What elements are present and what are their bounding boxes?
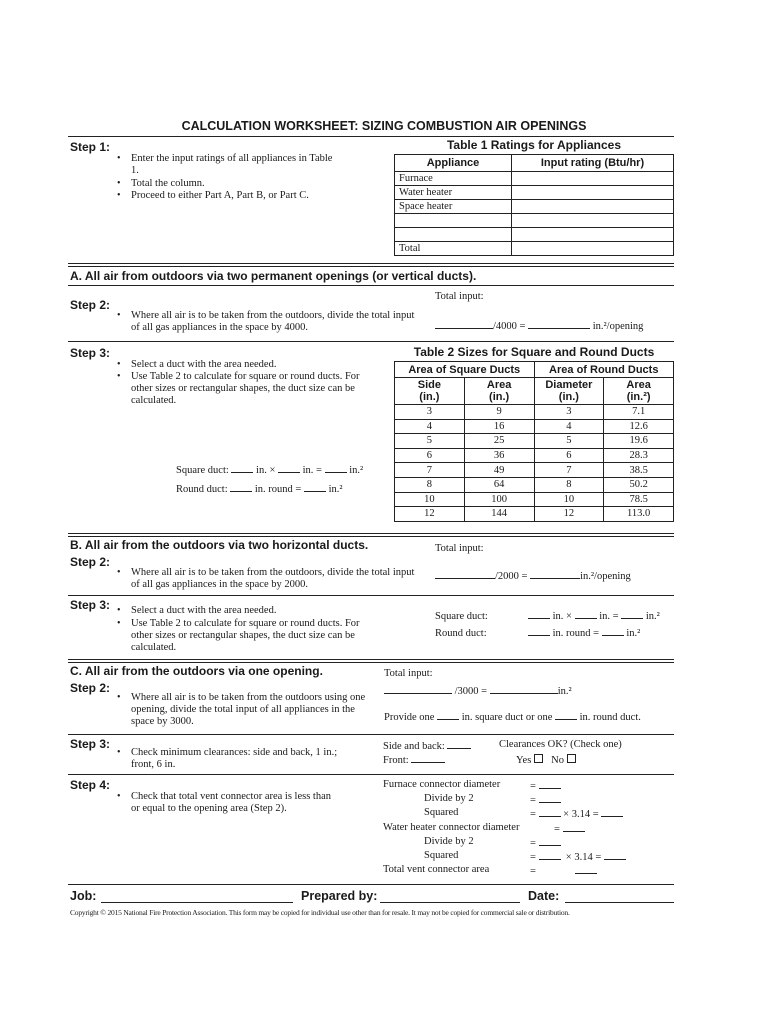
partB-step2-label: Step 2: [70, 555, 111, 569]
title-rule [68, 136, 674, 137]
partC-provide-line: Provide one in. square duct or one in. round duct. [384, 712, 641, 723]
table-row: 3 9 3 7.1 [395, 405, 674, 420]
partC-total-input-label: Total input: [384, 668, 433, 679]
step1-label: Step 1: [70, 140, 111, 154]
table-row: Space heater [395, 200, 674, 214]
partB-step3-bullet-1: • Select a duct with the area needed. [117, 605, 277, 616]
water-squared-value: = × 3.14 = [530, 850, 626, 864]
water-diameter-value: = [554, 822, 585, 836]
step1-bullet-1: • Enter the input ratings of all appliances in Table 1. [117, 153, 333, 176]
partB-step2-formula: /2000 = in.²/opening [435, 569, 631, 583]
table2-subheader: Diameter (in.) [534, 378, 604, 405]
table-row [395, 214, 674, 228]
partA-total-input-label: Total input: [435, 291, 484, 302]
table-row [395, 228, 674, 242]
partC-clearances-question: Clearances OK? (Check one) [499, 739, 622, 750]
total-input-blank[interactable] [435, 319, 493, 329]
table1-input-cell[interactable] [512, 172, 674, 186]
partA-step2-formula: /4000 = in.²/opening [435, 319, 643, 333]
section-rule [68, 341, 674, 342]
job-field[interactable] [101, 902, 293, 903]
furnace-diameter-value: = [530, 779, 561, 793]
section-divider [68, 533, 674, 537]
section-rule [68, 595, 674, 596]
partC-step2-bullet: • Where all air is to be taken from the outdoors using one opening, divide the total input of all appliances in the space by 3000. [117, 692, 366, 727]
partA-rule [68, 285, 674, 286]
area-blank[interactable] [528, 319, 590, 329]
partA-square-duct-line: Square duct: in. × in. = in.² [176, 465, 364, 476]
table-row: 7 49 7 38.5 [395, 463, 674, 478]
partA-step3-bullet-1: • Select a duct with the area needed. [117, 359, 277, 370]
table-row: 8 64 8 50.2 [395, 477, 674, 492]
partB-heading: B. All air from the outdoors via two horizontal ducts. [70, 538, 369, 552]
section-divider [68, 659, 674, 663]
partA-step3-label: Step 3: [70, 346, 111, 360]
partA-step2-bullet: • Where all air is to be taken from the outdoors, divide the total input of all gas appliances in the space by 4000. [117, 310, 415, 333]
partB-step3-bullet-2: • Use Table 2 to calculate for square or round ducts. For other sizes or rectangular shapes, the duct size can be calculated. [117, 618, 360, 653]
partA-step2-label: Step 2: [70, 298, 111, 312]
date-label: Date: [528, 889, 560, 903]
table2-caption: Table 2 Sizes for Square and Round Ducts [413, 345, 655, 359]
section-rule [68, 734, 674, 735]
partC-step3-label: Step 3: [70, 737, 111, 751]
partC-side-back-line: Side and back: [383, 739, 471, 753]
table-row: 5 25 5 19.6 [395, 434, 674, 449]
partC-yes-no: Yes No [516, 754, 576, 767]
table-row: 6 36 6 28.3 [395, 448, 674, 463]
table1-input-cell[interactable] [512, 186, 674, 200]
table2-subheader: Side (in.) [395, 378, 465, 405]
prepared-by-label: Prepared by: [301, 889, 378, 903]
copyright: Copyright © 2015 National Fire Protection Association. This form may be copied for individual use other than for resale. It may not be copied for commercial sale or distribution. [70, 908, 570, 917]
table1-input-cell[interactable] [512, 200, 674, 214]
furnace-squared-value: = × 3.14 = [530, 807, 623, 821]
total-vent-value: = [530, 864, 597, 878]
section-rule [68, 774, 674, 775]
date-field[interactable] [565, 902, 674, 903]
partB-total-input-label: Total input: [435, 543, 484, 554]
partC-heading: C. All air from the outdoors via one opening. [70, 664, 323, 678]
table2-subheader: Area (in.²) [604, 378, 674, 405]
partB-square-duct-label: Square duct: [435, 611, 488, 622]
partC-step4-bullet: • Check that total vent connector area is less than or equal to the opening area (Step 2). [117, 791, 332, 814]
table-row: 10 100 10 78.5 [395, 492, 674, 507]
furnace-squared-label: Squared [424, 807, 459, 818]
table1-header-input: Input rating (Btu/hr) [512, 155, 674, 172]
table2-subheader: Area (in.) [464, 378, 534, 405]
partA-step3-bullet-2: • Use Table 2 to calculate for square or round ducts. For other sizes or rectangular shapes, the duct size can be calculated. [117, 371, 360, 406]
no-checkbox[interactable] [567, 754, 576, 763]
table-row: Water heater [395, 186, 674, 200]
partB-square-duct-formula: in. × in. = in.² [528, 609, 660, 623]
partA-round-duct-line: Round duct: in. round = in.² [176, 484, 343, 495]
water-squared-label: Squared [424, 850, 459, 861]
partC-step3-bullet: • Check minimum clearances: side and back, 1 in.; front, 6 in. [117, 747, 338, 770]
furnace-divide-label: Divide by 2 [424, 793, 474, 804]
table1-caption: Table 1 Ratings for Appliances [446, 138, 622, 152]
water-diameter-label: Water heater connector diameter [383, 822, 520, 833]
table1-input-cell[interactable] [512, 214, 674, 228]
table1-header-appliance: Appliance [395, 155, 512, 172]
partB-round-duct-formula: in. round = in.² [528, 626, 640, 640]
prepared-by-field[interactable] [380, 902, 520, 903]
furnace-divide-value: = [530, 793, 561, 807]
yes-checkbox[interactable] [534, 754, 543, 763]
partB-step3-label: Step 3: [70, 598, 111, 612]
table-row: Furnace [395, 172, 674, 186]
table1-total-cell[interactable] [512, 242, 674, 256]
partC-front-line: Front: [383, 753, 445, 767]
partC-step2-formula: /3000 = in.² [384, 684, 572, 698]
table1 [394, 154, 674, 256]
total-vent-label: Total vent connector area [383, 864, 490, 875]
table2 [394, 361, 674, 522]
water-divide-value: = [530, 836, 561, 850]
partA-heading: A. All air from outdoors via two permanent openings (or vertical ducts). [70, 269, 477, 283]
partB-step2-bullet: • Where all air is to be taken from the outdoors, divide the total input of all gas appliances in the space by 2000. [117, 567, 415, 590]
partC-step4-label: Step 4: [70, 778, 111, 792]
table-row: 4 16 4 12.6 [395, 419, 674, 434]
table1-input-cell[interactable] [512, 228, 674, 242]
table-row: Total [395, 242, 674, 256]
partB-round-duct-label: Round duct: [435, 628, 487, 639]
partC-step2-label: Step 2: [70, 681, 111, 695]
footer-rule [68, 884, 674, 885]
table2-group-square: Area of Square Ducts [395, 362, 535, 378]
furnace-diameter-label: Furnace connector diameter [383, 779, 501, 790]
step1-bullet-2: • Total the column. [117, 178, 205, 189]
table2-group-round: Area of Round Ducts [534, 362, 674, 378]
water-divide-label: Divide by 2 [424, 836, 474, 847]
page-title: CALCULATION WORKSHEET: SIZING COMBUSTION AIR OPENINGS [181, 119, 587, 133]
job-label: Job: [70, 889, 97, 903]
section-divider [68, 263, 674, 267]
table-row: 12 144 12 113.0 [395, 507, 674, 522]
step1-bullet-3: • Proceed to either Part A, Part B, or Part C. [117, 190, 309, 201]
